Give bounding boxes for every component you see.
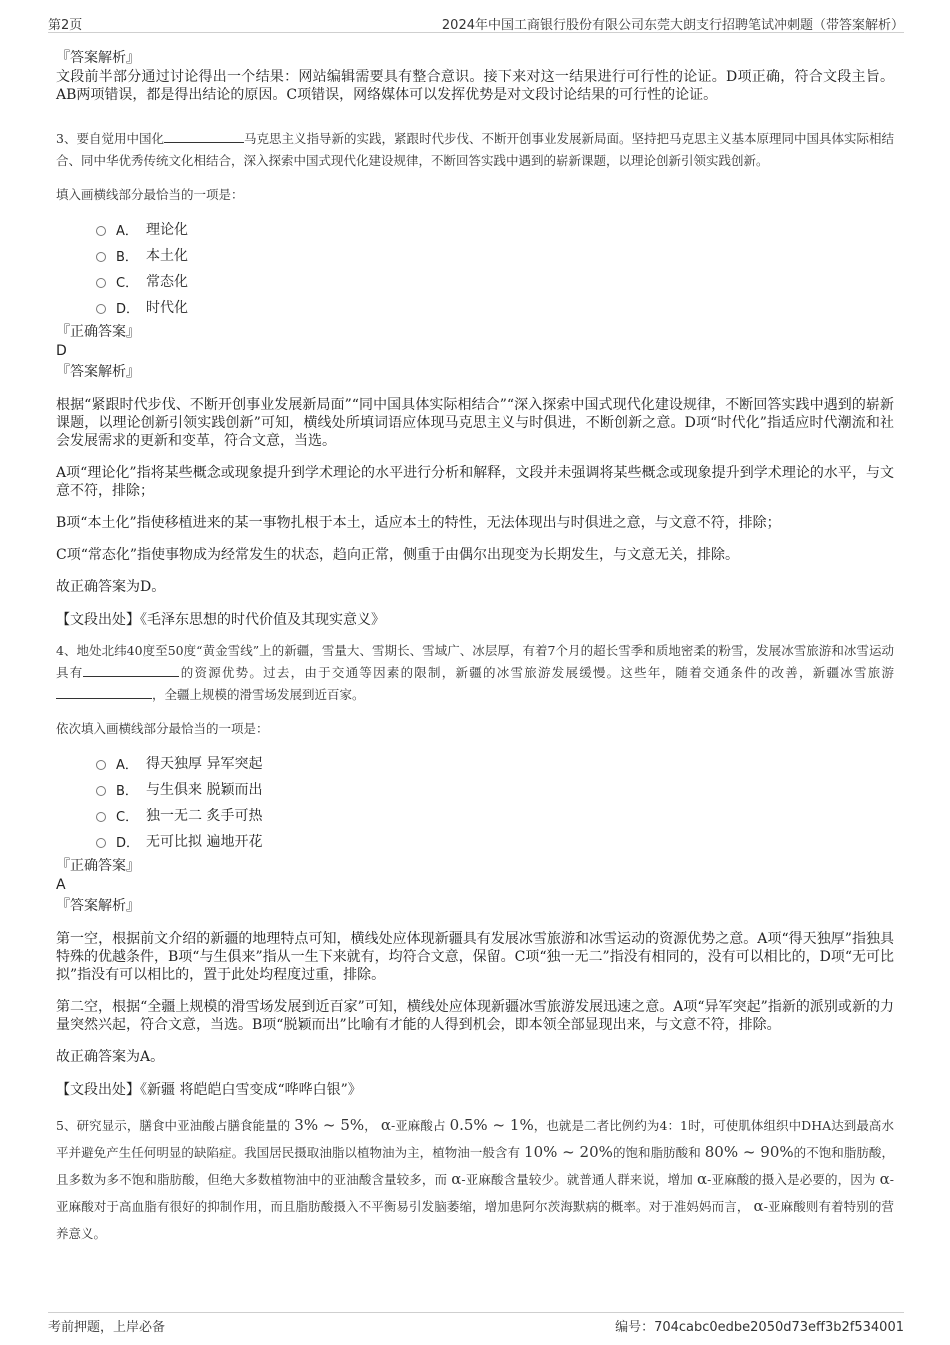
q5-range-linoleic: 3% ~ 5% [294, 1116, 365, 1134]
q4-blank-2 [56, 684, 152, 699]
q3-correct-label: 『正确答案』 [56, 324, 140, 340]
page-footer [48, 1312, 904, 1335]
alpha-symbol: α [879, 1170, 890, 1188]
q5-stem: 5、研究显示，膳食中亚油酸占膳食能量的 3% ~ 5%， α-亚麻酸占 0.5% ~ 1%，也就是二者比例约为4：1时，可使肌体组织中DHA达到最高水平并避免产生任何明显的缺陷症。我国居民摄取油脂以植物油为主，植物油一般含有 10% ~ 20%的饱和脂肪酸和 80% ~ 90%的不饱和脂肪酸，且多数为多不饱和脂肪酸，但绝大多数植物油中的亚油酸含量较多，而 α-亚麻酸含量较少。就普通人群来说，增加 α-亚麻酸的摄入是必要的，因为 α-亚麻酸对于高血脂有很好的抑制作用，而且脂肪酸摄入不平衡易引发脑萎缩，增加患阿尔茨海默病的概率。对于准妈妈而言， α-亚麻酸则有着特别的营养意义。 [56, 1116, 894, 1241]
q3-options [96, 216, 894, 320]
radio-icon[interactable] [96, 760, 106, 770]
radio-icon[interactable] [96, 226, 106, 236]
radio-icon[interactable] [96, 838, 106, 848]
q4-analysis-p1: 第一空，根据前文介绍的新疆的地理特点可知，横线处应体现新疆具有发展冰雪旅游和冰雪运动的资源优势之意。A项“得天独厚”指独具特殊的优越条件，B项“与生俱来”指从一生下来就有，均符合文意，保留。C项“独一无二”指没有相同的，没有可以相比的，D项“无可比拟”指没有可以相比的，置于此处均程度过重，排除。 [56, 931, 895, 983]
q4-option-b[interactable]: B． 与生俱来 脱颖而出 [96, 776, 894, 802]
q5-range-alpha-linolenic: 0.5% ~ 1% [449, 1116, 534, 1134]
q3-blank [164, 128, 244, 143]
q3-option-a[interactable]: A． 理论化 [96, 216, 894, 242]
q5-range-unsaturated: 80% ~ 90% [704, 1143, 794, 1161]
q2-analysis: 文段前半部分通过讨论得出一个结果：网站编辑需要具有整合意识。接下来对这一结果进行可行性的论证。D项正确，符合文段主旨。AB两项错误，都是得出结论的原因。C项错误，网络媒体可以发挥优势是对文段讨论结果的可行性的论证。 [56, 69, 894, 103]
q3-analysis-p1: 根据“紧跟时代步伐、不断开创事业发展新局面”“同中国具体实际相结合”“深入探索中国式现代化建设规律，不断回答实践中遇到的崭新课题，以理论创新引领实践创新”可知，横线处所填词语应体现马克思主义与时俱进，不断创新之意。D项“时代化”指适应时代潮流和社会发展需求的更新和变革，符合文意，当选。 [56, 397, 894, 449]
q4-source: 【文段出处】《新疆 将皑皑白雪变成“哗哗白银”》 [56, 1082, 362, 1098]
footer-slogan: 考前押题，上岸必备 [48, 1320, 166, 1335]
document-code: 编号：704cabc0edbe2050d73eff3b2f534001 [615, 1320, 904, 1335]
q3-analysis-p3: B项“本土化”指使移植进来的某一事物扎根于本土，适应本土的特性，无法体现出与时俱进之意，与文意不符，排除； [56, 515, 781, 531]
q4-correct-label: 『正确答案』 [56, 858, 140, 874]
q3-option-c[interactable]: C． 常态化 [96, 268, 894, 294]
q4-analysis-label: 『答案解析』 [56, 898, 140, 914]
q4-analysis-p2: 第二空，根据“全疆上规模的滑雪场发展到近百家”可知，横线处应体现新疆冰雪旅游发展迅速之意。A项“异军突起”指新的派别或新的力量突然兴起，符合文意，当选。B项“脱颖而出”比喻有才能的人得到机会，即本领全部显现出来，与文意不符，排除。 [56, 999, 894, 1033]
q3-prompt: 填入画横线部分最恰当的一项是： [56, 187, 244, 202]
alpha-symbol: α [451, 1170, 462, 1188]
q3-analysis-p2: A项“理论化”指将某些概念或现象提升到学术理论的水平进行分析和解释，文段并未强调将某些概念或现象提升到学术理论的水平，与文意不符，排除； [56, 465, 894, 499]
radio-icon[interactable] [96, 812, 106, 822]
q4-correct-answer: A [56, 877, 66, 893]
q3-source: 【文段出处】《毛泽东思想的时代价值及其现实意义》 [56, 612, 385, 628]
alpha-symbol: α [380, 1116, 391, 1134]
q2-analysis-label: 『答案解析』 [56, 50, 140, 66]
radio-icon[interactable] [96, 304, 106, 314]
q3-option-d[interactable]: D． 时代化 [96, 294, 894, 320]
radio-icon[interactable] [96, 252, 106, 262]
q3-analysis-p4: C项“常态化”指使事物成为经常发生的状态，趋向正常，侧重于由偶尔出现变为长期发生，与文意无关，排除。 [56, 547, 740, 563]
q3-stem [56, 128, 894, 172]
q4-option-d[interactable]: D． 无可比拟 遍地开花 [96, 828, 894, 854]
q4-prompt: 依次填入画横线部分最恰当的一项是： [56, 721, 269, 736]
q4-option-a[interactable]: A． 得天独厚 异军突起 [96, 750, 894, 776]
alpha-symbol: α [696, 1170, 708, 1188]
q3-analysis-p5: 故正确答案为D。 [56, 579, 166, 595]
radio-icon[interactable] [96, 786, 106, 796]
alpha-symbol: α [753, 1197, 764, 1215]
q3-stem-post: 马克思主义指导新的实践，紧跟时代步伐、不断开创事业发展新局面。坚持把马克思主义基本原理同中国具体实际相结合、同中华优秀传统文化相结合，深入探索中国式现代化建设规律，不断回答实践中遇到的崭新课题，以理论创新引领实践创新。 [56, 131, 894, 168]
q4-options [96, 750, 894, 854]
q4-blank-1 [83, 662, 179, 677]
page-number: 第2页 [48, 18, 83, 33]
q3-stem-pre: 3、要自觉用中国化 [56, 131, 164, 146]
q4-option-c[interactable]: C． 独一无二 炙手可热 [96, 802, 894, 828]
document-title: 2024年中国工商银行股份有限公司东莞大朗支行招聘笔试冲刺题（带答案解析） [441, 18, 904, 33]
page-content [56, 44, 894, 1247]
q3-analysis-label: 『答案解析』 [56, 364, 140, 380]
q3-correct-answer: D [56, 343, 67, 359]
q3-option-b[interactable]: B． 本土化 [96, 242, 894, 268]
radio-icon[interactable] [96, 278, 106, 288]
page-header [48, 12, 904, 33]
q5-range-saturated: 10% ~ 20% [524, 1143, 613, 1161]
q4-analysis-p3: 故正确答案为A。 [56, 1049, 165, 1065]
q4-stem: 4、地处北纬40度至50度“黄金雪线”上的新疆，雪量大、雪期长、雪域广、冰层厚，有着7个月的超长雪季和质地密柔的粉雪，发展冰雪旅游和冰雪运动具有 的资源优势。过去，由于交通等因素的限制，新疆的冰雪旅游发展缓慢。这些年，随着交通条件的改善，新疆冰雪旅游，全疆上规模的滑雪场发展到近百家。 [56, 643, 894, 702]
